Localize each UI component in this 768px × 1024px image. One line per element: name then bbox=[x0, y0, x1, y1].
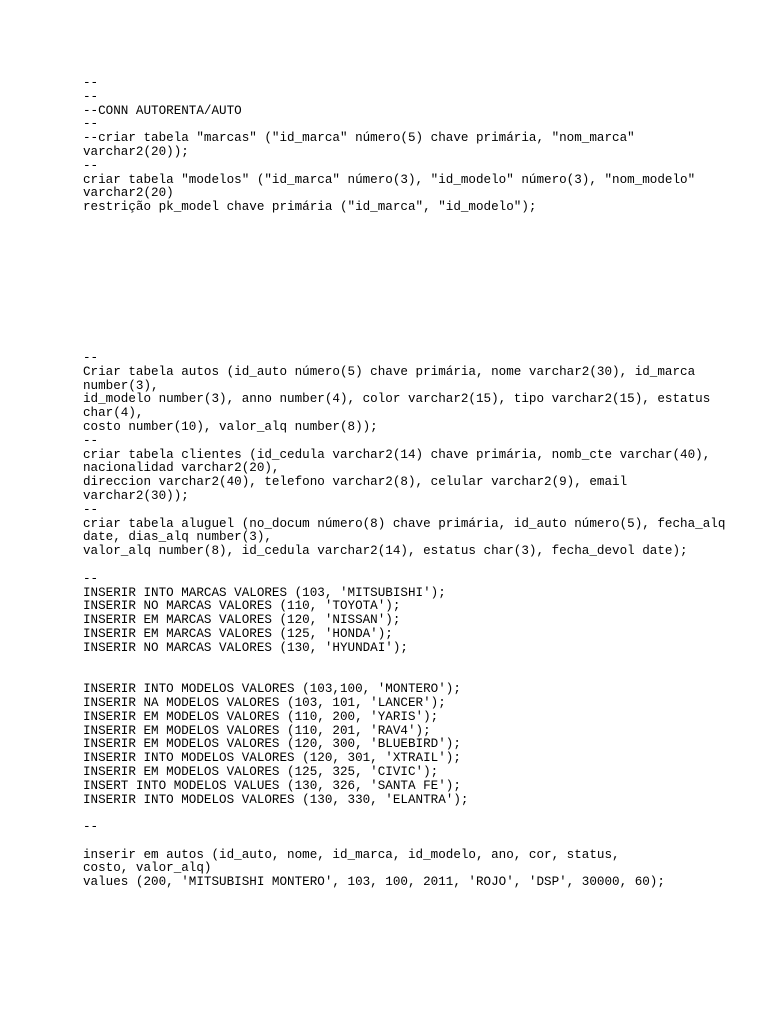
sql-code-block-tables-marcas-modelos: -- -- --CONN AUTORENTA/AUTO -- --criar tabela "marcas" ("id_marca" número(5) chave primária, "nom_marca" varchar2(20)); -- criar tabela "modelos" ("id_marca" número(3), "id_modelo" número(3), "nom_modelo" varchar2(20) restrição pk_model chave primária ("id_marca", "id_modelo"); bbox=[83, 76, 696, 215]
sql-code-block-tables-and-inserts: -- Criar tabela autos (id_auto número(5) chave primária, nome varchar2(30), id_marca number(3), id_modelo number(3), anno number(4), color varchar2(15), tipo varchar2(15), estatus char(4), costo number(10), valor_alq number(8)); -- criar tabela clientes (id_cedula varchar2(14) chave primária, nomb_cte varchar(40), nacionalidad varchar2(20), direccion varchar2(40), telefono varchar2(8), celular varchar2(9), email varchar2(30)); -- criar tabela aluguel (no_docum número(8) chave primária, id_auto número(5), fecha_alq date, dias_alq number(3), valor_alq number(8), id_cedula varchar2(14), estatus char(3), fecha_devol date); -- INSERIR INTO MARCAS VALORES (103, 'MITSUBISHI'); INSERIR NO MARCAS VALORES (110, 'TOYOTA'); INSERIR EM MARCAS VALORES (120, 'NISSAN'); INSERIR EM MARCAS VALORES (125, 'HONDA'); INSERIR NO MARCAS VALORES (130, 'HYUNDAI'); INSERIR INTO MODELOS VALORES (103,100, 'MONTERO'); INSERIR NA MODELOS VALORES (103, 101, 'LANCER'); INSERIR EM MODELOS VALORES (110, 200, 'YARIS'); INSERIR EM MODELOS VALORES (110, 201, 'RAV4'); INSERIR EM MODELOS VALORES (120, 300, 'BLUEBIRD'); INSERIR INTO MODELOS VALORES (120, 301, 'XTRAIL'); INSERIR EM MODELOS VALORES (125, 325, 'CIVIC'); INSERT INTO MODELOS VALUES (130, 326, 'SANTA FE'); INSERIR INTO MODELOS VALORES (130, 330, 'ELANTRA'); -- inserir em autos (id_auto, nome, id_marca, id_modelo, ano, cor, status, costo, valor_alq) values (200, 'MITSUBISHI MONTERO', 103, 100, 2011, 'ROJO', 'DSP', 30000, 60); bbox=[83, 351, 726, 890]
